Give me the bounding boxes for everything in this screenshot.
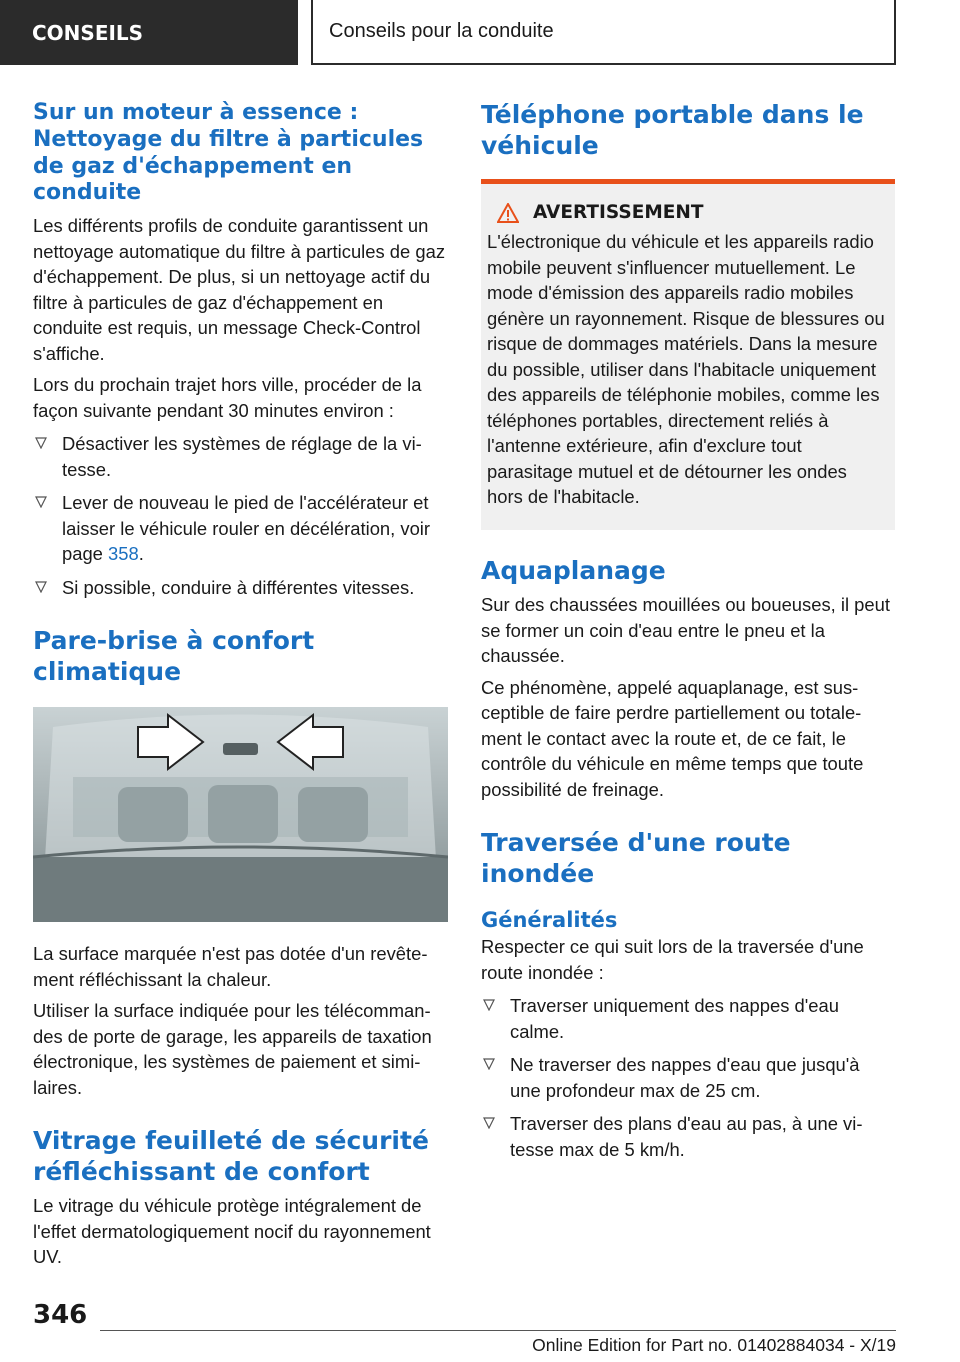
warning-header (487, 202, 885, 223)
paragraph: Utiliser la surface indiquée pour les télécommandes de porte de garage, les appareils de taxation électronique, les systèmes de paiement et similaires. (33, 1000, 432, 1098)
heading-windshield: Pare-brise à confort climatique (33, 626, 315, 686)
list-item (481, 1111, 895, 1162)
list-item-text: Ne traverser des nappes d'eau que jusqu'à une profondeur max de 25 cm. (510, 1054, 860, 1101)
section-tab (0, 0, 298, 65)
chapter-header (311, 0, 896, 65)
warning-text: L'électronique du véhicule et les appareils radio mobile peuvent s'influencer mutuellement. Le mode d'émission des appareils radio mobiles génère un rayonnement. Risque de blessures ou risque de dommages matériels. Dans la mesure du possible, utiliser dans l'habitacle uniquement des appareils de téléphonie mobiles, comme les téléphones portables, directement reliés à l'antenne extérieure, afin d'exclure tout parasitage mutuel et de détourner les ondes hors de l'habitacle. (487, 231, 885, 507)
paragraph: Le vitrage du véhicule protège intégralement de l'effet dermatologiquement nocif du rayonnement UV. (33, 1195, 431, 1268)
triangle-bullet-icon (483, 1058, 495, 1070)
left-column (33, 100, 448, 1270)
heading-laminated-glass: Vitrage feuilleté de sécurité réfléchissant de confort (33, 1126, 429, 1186)
subheading-general: Généralités (481, 908, 618, 932)
list-item (481, 1052, 895, 1103)
list-item (33, 431, 448, 482)
paragraph: La surface marquée n'est pas dotée d'un revêtement réfléchissant la chaleur. (33, 943, 428, 990)
warning-box (481, 179, 895, 530)
paragraph: Lors du prochain trajet hors ville, procéder de la façon suivante pendant 30 minutes environ : (33, 374, 422, 421)
heading-petrol-filter: Sur un moteur à essence : Nettoyage du filtre à particules de gaz d'échappement en conduite (33, 100, 424, 206)
list-item-text: Désactiver les systèmes de réglage de la vitesse. (62, 433, 422, 480)
paragraph: Ce phénomène, appelé aquaplanage, est susceptible de faire perdre partiellement ou totalement le contact avec la route et, de ce fait, le contrôle du véhicule en même temps que toute possibilité de freinage. (481, 676, 864, 800)
bullet-list (33, 431, 448, 600)
triangle-bullet-icon (483, 999, 495, 1011)
triangle-bullet-icon (35, 496, 47, 508)
list-item (33, 490, 448, 567)
right-column (481, 100, 895, 1162)
list-item (481, 993, 895, 1044)
bullet-list (481, 993, 895, 1162)
list-item-end: . (138, 543, 144, 565)
list-item-text: Lever de nouveau le pied de l'accélérateur et laisser le véhicule rouler en décélération, voir page (62, 492, 431, 565)
page-link[interactable]: 358 (108, 543, 139, 565)
triangle-bullet-icon (35, 581, 47, 593)
page-number: 346 (33, 1300, 88, 1330)
triangle-bullet-icon (483, 1117, 495, 1129)
footer-divider (100, 1330, 896, 1331)
heading-flooded-road: Traversée d'une route inondée (481, 828, 791, 888)
paragraph: Les différents profils de conduite garantissent un nettoyage automatique du filtre à particules de gaz d'échappement. De plus, si un nettoyage actif du filtre à particules de gaz d'échappement en conduite est requis, un message Check-Control s'affiche. (33, 215, 446, 364)
paragraph: Sur des chaussées mouillées ou boueuses, il peut se former un coin d'eau entre le pneu et la chaussée. (481, 594, 890, 666)
section-label: CONSEILS (32, 20, 144, 45)
list-item-text: Traverser des plans d'eau au pas, à une vitesse max de 5 km/h. (510, 1113, 863, 1160)
warning-title: AVERTISSEMENT (533, 202, 704, 223)
triangle-bullet-icon (35, 437, 47, 449)
windshield-figure (33, 707, 448, 922)
chapter-label: Conseils pour la conduite (329, 20, 554, 42)
list-item (33, 575, 448, 601)
list-item-text: Si possible, conduire à différentes vitesses. (62, 576, 415, 598)
footer-edition: Online Edition for Part no. 01402884034 - X/19 (532, 1335, 896, 1355)
heading-aquaplaning: Aquaplanage (481, 555, 666, 585)
heading-mobile-phone: Téléphone portable dans le véhicule (481, 100, 864, 160)
list-item-text: Traverser uniquement des nappes d'eau calme. (510, 995, 839, 1042)
warning-triangle-icon (497, 203, 519, 223)
paragraph: Respecter ce qui suit lors de la traversée d'une route inondée : (481, 936, 864, 983)
